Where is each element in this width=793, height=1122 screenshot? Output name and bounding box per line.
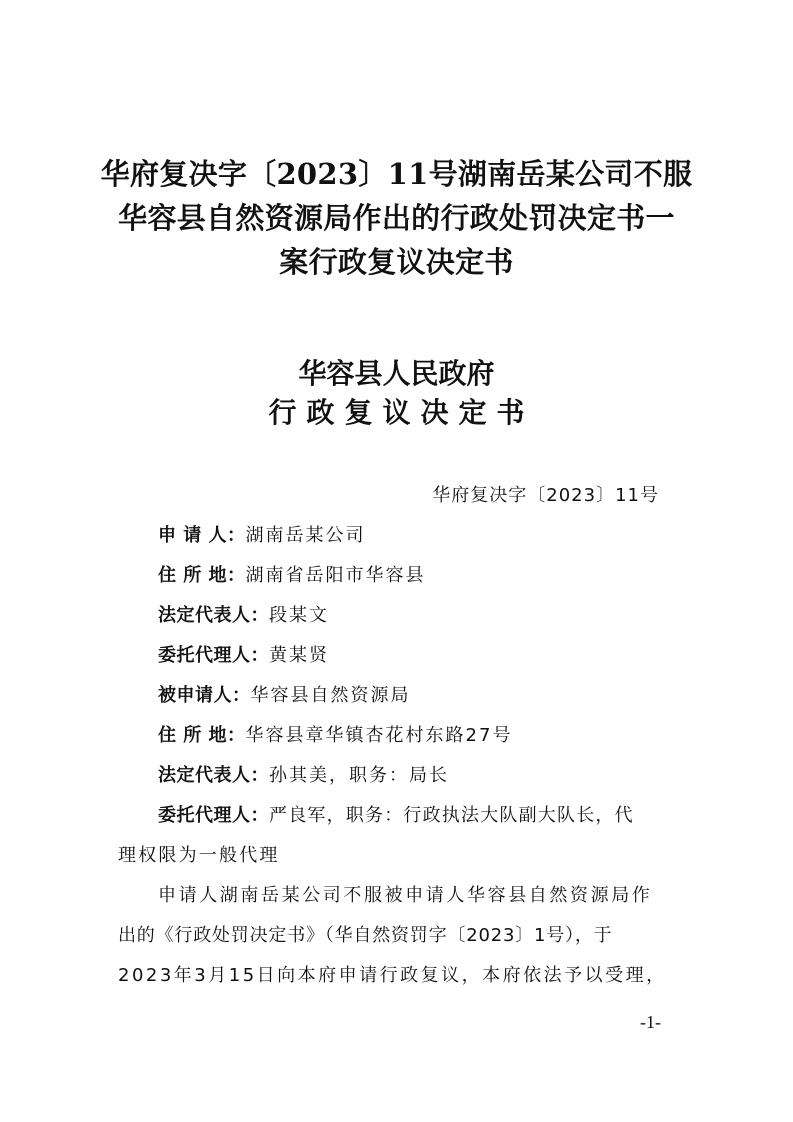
respondent-address-label: 住 所 地： xyxy=(158,725,246,746)
applicant-row xyxy=(158,521,366,551)
respondent-value: 华容县自然资源局 xyxy=(250,685,411,706)
main-title-line-3: 案行政复议决定书 xyxy=(279,245,514,279)
respondent-label: 被申请人： xyxy=(158,685,251,706)
body-paragraph-line-3: 2023年3月15日向本府申请行政复议，本府依法予以受理， xyxy=(118,965,667,986)
page-number: -1- xyxy=(640,1012,661,1032)
respondent-representative-label: 法定代表人： xyxy=(158,765,269,786)
applicant-agent-row xyxy=(158,641,329,671)
respondent-agent-value: 严良军，职务：行政执法大队副大队长，代 xyxy=(269,805,634,826)
applicant-agent-label: 委托代理人： xyxy=(158,645,269,666)
applicant-address-value: 湖南省岳阳市华容县 xyxy=(245,565,426,586)
respondent-address-value: 华容县章华镇杏花村东路27号 xyxy=(245,725,513,746)
respondent-representative-value: 孙其美，职务：局长 xyxy=(269,765,449,786)
applicant-representative-label: 法定代表人： xyxy=(158,605,269,626)
applicant-address-label: 住 所 地： xyxy=(158,565,246,586)
applicant-agent-value: 黄某贤 xyxy=(269,645,329,666)
respondent-agent-value-continuation: 理权限为一般代理 xyxy=(118,845,280,866)
body-paragraph-line-1: 申请人湖南岳某公司不服被申请人华容县自然资源局作 xyxy=(158,885,653,906)
issuing-organization: 华容县人民政府 xyxy=(298,357,495,390)
applicant-label: 申 请 人： xyxy=(158,525,246,546)
applicant-representative-row xyxy=(158,601,329,631)
body-paragraph-line-2: 出的《行政处罚决定书》（华自然资罚字〔2023〕1号），于 xyxy=(118,925,613,946)
respondent-row xyxy=(158,681,411,711)
applicant-representative-value: 段某文 xyxy=(269,605,329,626)
main-title xyxy=(90,152,703,284)
document-number: 华府复决字〔2023〕11号 xyxy=(432,485,659,506)
respondent-agent-row xyxy=(158,801,634,831)
applicant-value: 湖南岳某公司 xyxy=(245,525,366,546)
main-title-line-1: 华府复决字〔2023〕11号湖南岳某公司不服 xyxy=(100,157,693,191)
main-title-line-2: 华容县自然资源局作出的行政处罚决定书一 xyxy=(118,201,675,235)
document-type-title: 行政复议决定书 xyxy=(268,396,535,429)
respondent-representative-row xyxy=(158,761,449,791)
respondent-address-row xyxy=(158,721,512,751)
respondent-agent-label: 委托代理人： xyxy=(158,805,269,826)
applicant-address-row xyxy=(158,561,426,591)
